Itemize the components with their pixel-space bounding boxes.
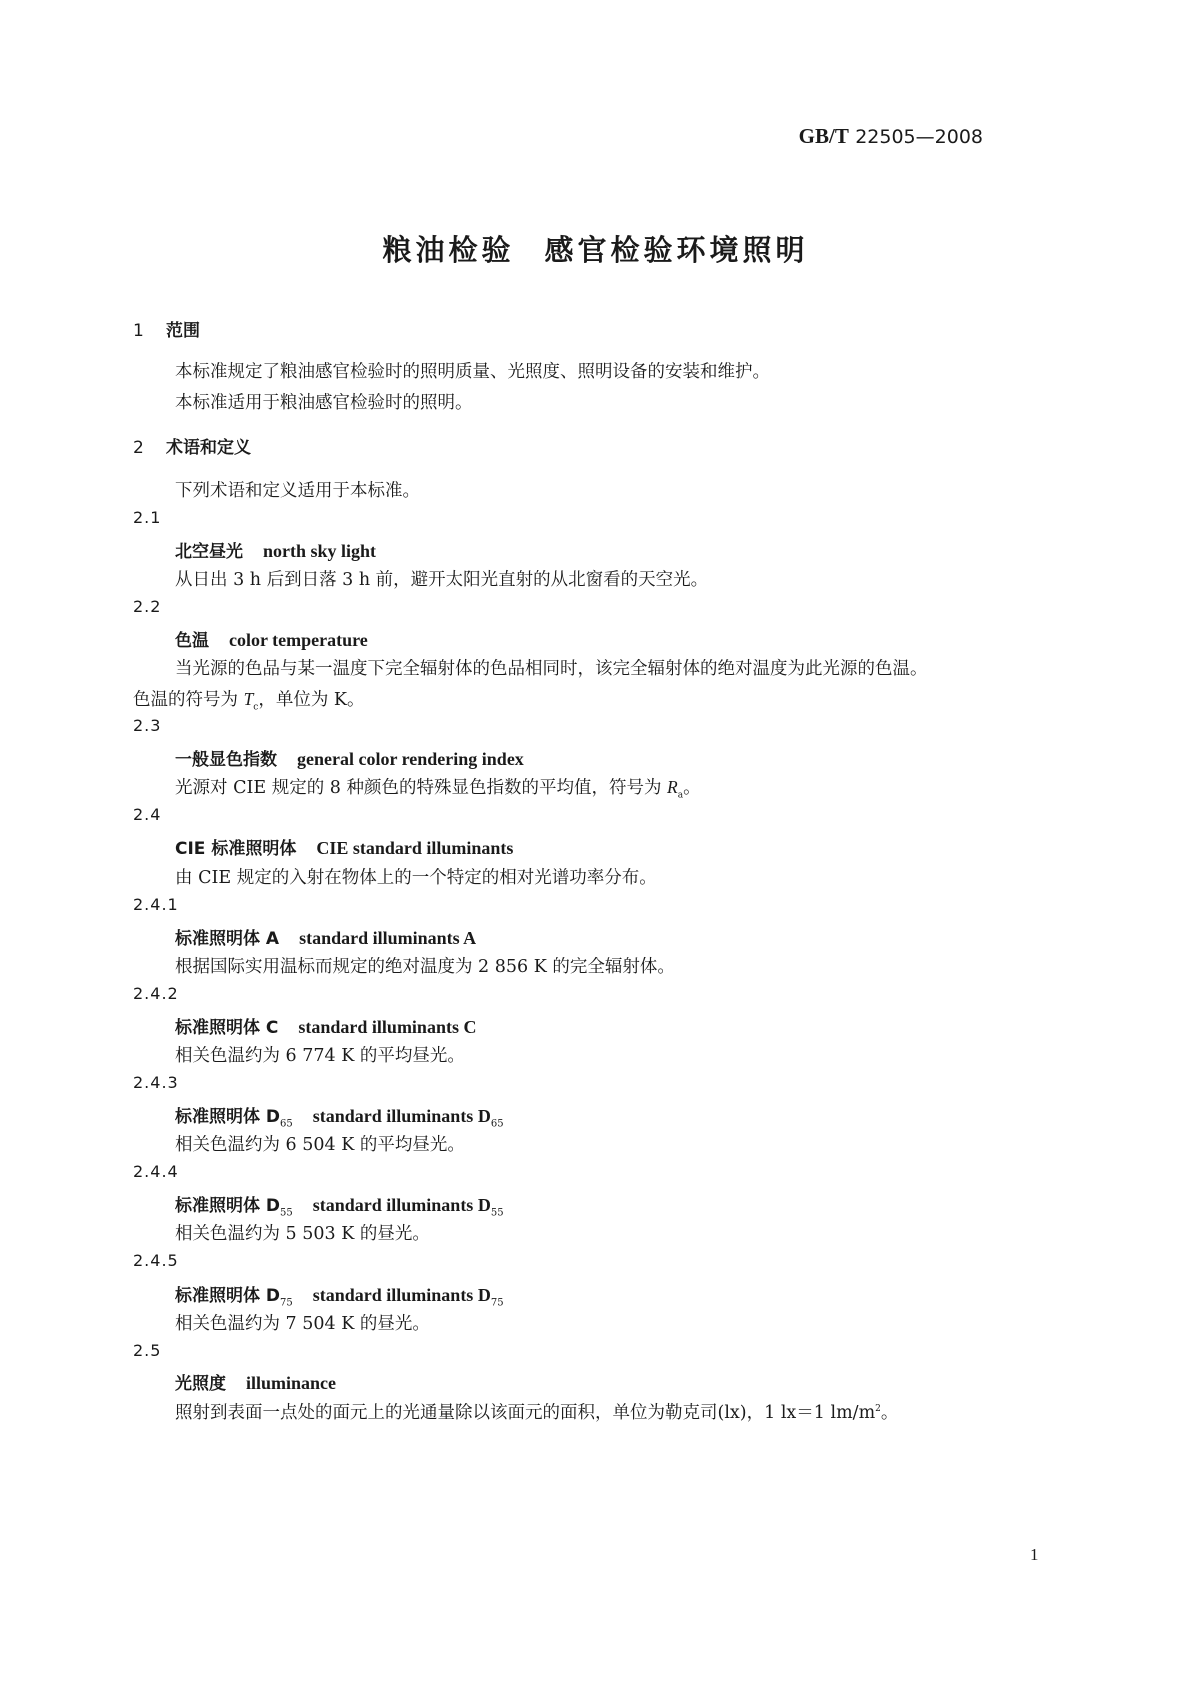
section-2-heading [133, 433, 251, 458]
term-heading: 一般显色指数 general color rendering index [175, 749, 524, 770]
clause-number: 2.4.1 [133, 895, 179, 914]
paragraph: 下列术语和定义适用于本标准。 [175, 481, 420, 501]
clause-number: 2.4.5 [133, 1251, 179, 1270]
clause-number: 2.5 [133, 1341, 162, 1360]
section-number: 2 [133, 438, 144, 458]
term-heading: 标准照明体 A standard illuminants A [175, 928, 477, 949]
clause-number: 2.2 [133, 597, 162, 616]
term-heading: 标准照明体 $D_{75}$ standard illuminants $D_{75}$ [175, 1285, 504, 1309]
definition: 照射到表面一点处的面元上的光通量除以该面元的面积，单位为勒克司(lx)，1 lx＝1 $lm/m^2$。 [175, 1403, 899, 1423]
clause-number: 2.4.2 [133, 984, 179, 1003]
term-heading: CIE 标准照明体 CIE standard illuminants [175, 838, 514, 859]
title-part1: 粮油检验 [382, 233, 515, 267]
term-heading: 标准照明体 C standard illuminants C [175, 1017, 477, 1038]
document-title [0, 228, 1191, 269]
definition: 由 CIE 规定的入射在物体上的一个特定的相对光谱功率分布。 [175, 868, 657, 888]
term-heading: 北空昼光 north sky light [175, 541, 377, 562]
section-number: 1 [133, 321, 144, 341]
standard-number [799, 124, 983, 149]
term-heading: 标准照明体 $D_{65}$ standard illuminants $D_{65}$ [175, 1106, 504, 1130]
definition: 从日出 3 h 后到日落 3 h 前，避开太阳光直射的从北窗看的天空光。 [175, 570, 709, 590]
clause-number: 2.4.3 [133, 1073, 179, 1092]
standard-code: 22505—2008 [855, 126, 983, 148]
definition: 光源对 CIE 规定的 8 种颜色的特殊显色指数的平均值，符号为 $R_a$。 [175, 777, 701, 801]
definition: 相关色温约为 6 504 K 的平均昼光。 [175, 1135, 465, 1155]
definition: 根据国际实用温标而规定的绝对温度为 2 856 K 的完全辐射体。 [175, 957, 675, 977]
title-part2: 感官检验环境照明 [544, 233, 809, 267]
paragraph: 本标准规定了粮油感官检验时的照明质量、光照度、照明设备的安装和维护。 [175, 362, 770, 382]
clause-number: 2.4 [133, 805, 162, 824]
standard-prefix: GB/T [798, 124, 849, 148]
section-label: 范围 [166, 321, 200, 341]
definition: 当光源的色品与某一温度下完全辐射体的色品相同时，该完全辐射体的绝对温度为此光源的色温。 [175, 659, 928, 679]
definition-continued: 色温的符号为 $T_c$，单位为 K。 [133, 689, 365, 713]
definition: 相关色温约为 5 503 K 的昼光。 [175, 1224, 430, 1244]
section-label: 术语和定义 [166, 438, 251, 458]
term-heading: 色温 color temperature [175, 630, 368, 651]
clause-number: 2.1 [133, 508, 162, 527]
section-1-heading [133, 316, 200, 341]
term-heading: 光照度 illuminance [175, 1373, 337, 1394]
page-number: 1 [1030, 1545, 1039, 1564]
clause-number: 2.4.4 [133, 1162, 179, 1181]
clause-number: 2.3 [133, 716, 162, 735]
definition: 相关色温约为 7 504 K 的昼光。 [175, 1314, 430, 1334]
term-heading: 标准照明体 $D_{55}$ standard illuminants $D_{55}$ [175, 1195, 504, 1219]
paragraph: 本标准适用于粮油感官检验时的照明。 [175, 393, 473, 413]
definition: 相关色温约为 6 774 K 的平均昼光。 [175, 1046, 465, 1066]
